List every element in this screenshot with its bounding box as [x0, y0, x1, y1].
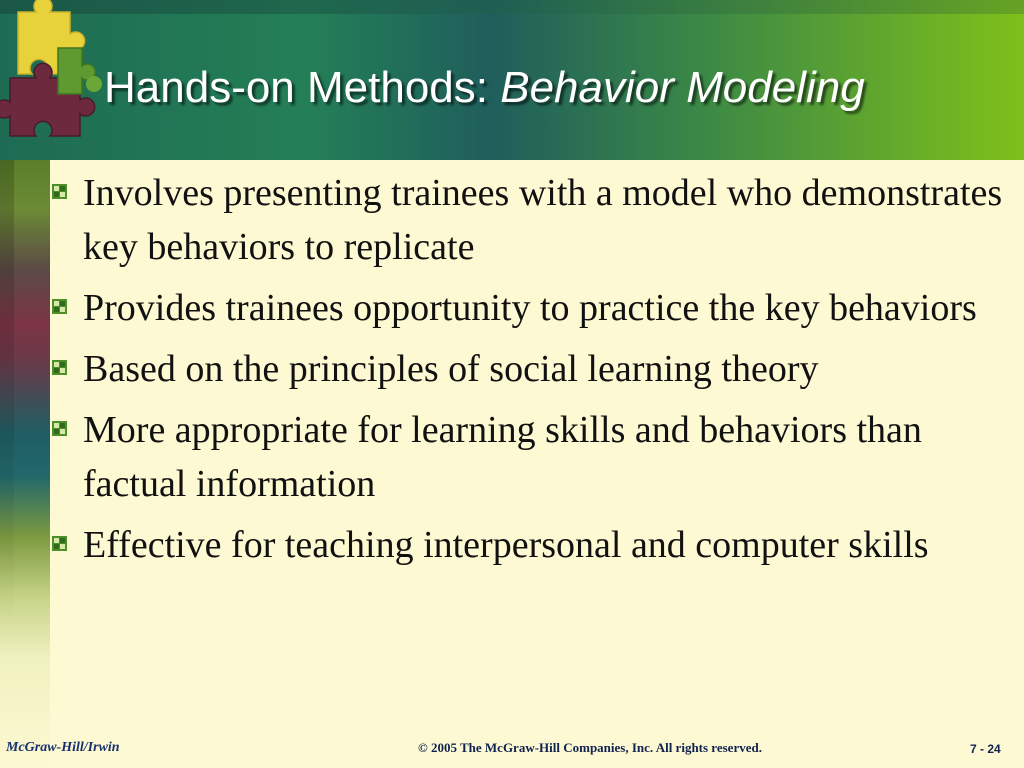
list-item	[50, 518, 1010, 572]
list-item	[50, 342, 1010, 396]
list-item	[50, 166, 1010, 274]
checkered-square-bullet-icon	[52, 184, 67, 199]
checkered-square-bullet-icon	[52, 360, 67, 375]
left-strip-shadow	[0, 160, 14, 630]
footer-publisher: McGraw-Hill/Irwin	[6, 740, 120, 755]
checkered-square-bullet-icon	[52, 421, 67, 436]
bullet-text: More appropriate for learning skills and behaviors than factual information	[83, 409, 922, 505]
bullet-list	[50, 166, 1010, 579]
bullet-text: Involves presenting trainees with a model who demonstrates key behaviors to replicate	[83, 172, 1003, 268]
footer-page-number: 7 - 24	[970, 742, 1001, 756]
list-item	[50, 403, 1010, 511]
footer-copyright: © 2005 The McGraw-Hill Companies, Inc. All rights reserved.	[418, 740, 762, 755]
puzzle-pieces-icon	[0, 0, 110, 145]
bullet-text: Provides trainees opportunity to practice the key behaviors	[83, 287, 977, 329]
list-item	[50, 281, 1010, 335]
slide-title	[104, 58, 1014, 118]
checkered-square-bullet-icon	[52, 536, 67, 551]
checkered-square-bullet-icon	[52, 299, 67, 314]
slide-title-plain: Hands-on Methods:	[104, 63, 501, 112]
title-band-top-shade	[0, 0, 1024, 14]
bullet-text: Effective for teaching interpersonal and computer skills	[83, 524, 929, 566]
slide-title-italic: Behavior Modeling	[500, 63, 865, 112]
bullet-text: Based on the principles of social learning theory	[83, 348, 819, 390]
